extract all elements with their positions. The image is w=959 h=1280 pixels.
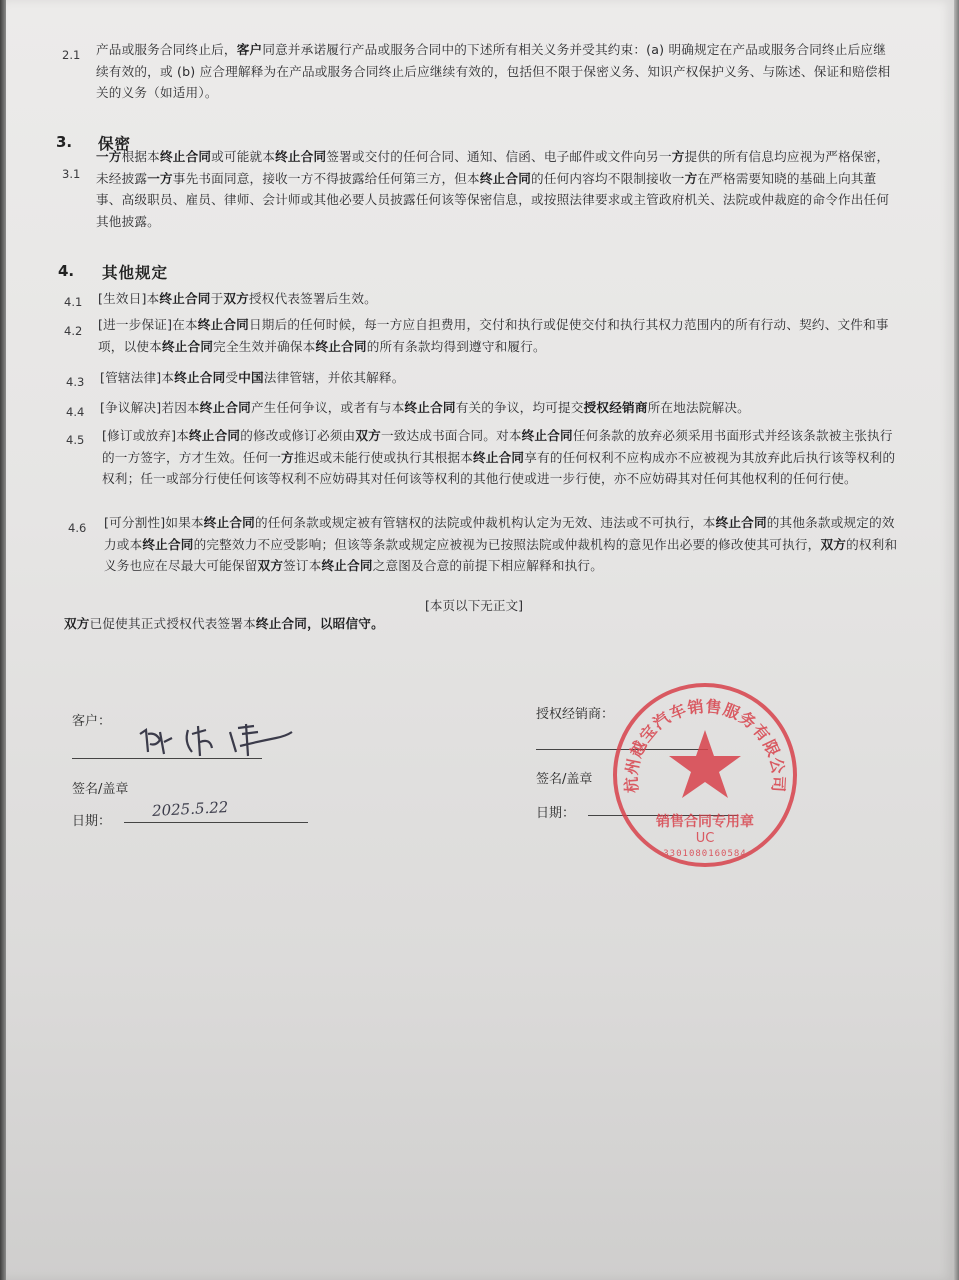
signature-text: 陈伟浩 bbox=[190, 762, 193, 763]
page-edge-right-shadow bbox=[954, 0, 959, 1280]
clause-number: 4.6 bbox=[68, 521, 87, 535]
company-seal-stamp bbox=[610, 680, 800, 870]
clause-3-1: 一方根据本终止合同或可能就本终止合同签署或交付的任何合同、通知、信函、电子邮件或文件向另一方提供的所有信息均应视为严格保密，未经披露一方事先书面同意，接收一方不得披露给任何第三方，但本终止合同的任何内容均不限制接收一方在严格需要知晓的基础上向其董事、高级职员、雇员、律师、会计师或其他必要人员披露任何该等保密信息，或按照法律要求或主管政府机关、法院或仲裁庭的命令作出任何其他披露。 bbox=[96, 149, 890, 229]
seal-sub-text: UC bbox=[695, 831, 715, 846]
clause-number: 3.1 bbox=[62, 167, 81, 181]
clause-4-5: [修订或放弃]本终止合同的修改或修订必须由双方一致达成书面合同。对本终止合同任何条款的放弃必须采用书面形式并经该条款被主张执行的一方签字，方才生效。任何一方推迟或未能行使或执行其根据本终止合同享有的任何权利不应构成亦不应被视为其放弃此后执行该等权利的权利；任一或部分行使任何该等权利不应妨碍其对任何该等权利的其他行使或进一步行使，亦不应妨碍其对任何其他权利的任何行使。 bbox=[102, 428, 896, 486]
clause-4-4: [争议解决]若因本终止合同产生任何争议，或者有与本终止合同有关的争议，均可提交授权经销商所在地法院解决。 bbox=[100, 400, 750, 415]
clause-number: 4.3 bbox=[66, 375, 85, 389]
customer-date-label: 日期： bbox=[72, 814, 112, 829]
clause-4-3: [管辖法律]本终止合同受中国法律管辖，并依其解释。 bbox=[100, 370, 405, 385]
customer-label: 客户： bbox=[72, 714, 112, 729]
dealer-date-label: 日期： bbox=[536, 806, 576, 821]
seal-code-text: 3301080160584 bbox=[663, 849, 747, 859]
clause-number: 4.5 bbox=[66, 433, 85, 447]
customer-handwritten-signature bbox=[126, 712, 306, 764]
seal-star-icon bbox=[669, 730, 741, 798]
seal-ring-text: 杭州越宝汽车销售服务有限公司 bbox=[621, 696, 789, 794]
section-title-other-provisions: 其他规定 bbox=[102, 264, 169, 282]
clause-2-1: 产品或服务合同终止后，客户同意并承诺履行产品或服务合同中的下述所有相关义务并受其约束：(a) 明确规定在产品或服务合同终止后应继续有效的，或 (b) 应合理解释为在产品或服务合同终止后应继续有效的，包括但不限于保密义务、知识产权保护义务、与陈述、保证和赔偿相关的义务（如适用）。 bbox=[96, 42, 891, 100]
clause-number: 2.1 bbox=[62, 48, 81, 62]
section-title-confidentiality: 保密 bbox=[98, 135, 132, 153]
clause-4-2: [进一步保证]在本终止合同日期后的任何时候，每一方应自担费用，交付和执行或促使交付和执行其权力范围内的所有行动、契约、文件和事项，以使本终止合同完全生效并确保本终止合同的所有条款均得到遵守和履行。 bbox=[98, 317, 889, 354]
clause-number: 4.1 bbox=[64, 295, 83, 309]
seal-center-text: 销售合同专用章 bbox=[656, 814, 754, 830]
section-number: 3. bbox=[56, 133, 73, 151]
clause-4-1: [生效日]本终止合同于双方授权代表签署后生效。 bbox=[98, 291, 377, 306]
customer-date-line bbox=[124, 822, 308, 823]
clause-number: 4.2 bbox=[64, 324, 83, 338]
dealer-label: 授权经销商： bbox=[536, 707, 615, 722]
document-page bbox=[6, 0, 954, 1280]
customer-date-value: 2025.5.22 bbox=[151, 798, 229, 820]
dealer-sign-seal-label: 签名/盖章 bbox=[536, 772, 593, 787]
no-further-text-note: [本页以下无正文] bbox=[425, 598, 523, 613]
clause-number: 4.4 bbox=[66, 405, 85, 419]
customer-sign-seal-label: 签名/盖章 bbox=[72, 782, 129, 797]
customer-signature-line bbox=[72, 758, 262, 759]
section-number: 4. bbox=[58, 262, 75, 280]
witness-statement: 双方已促使其正式授权代表签署本终止合同，以昭信守。 bbox=[64, 616, 384, 631]
clause-4-6: [可分割性]如果本终止合同的任何条款或规定被有管辖权的法院或仲裁机构认定为无效、违法或不可执行，本终止合同的其他条款或规定的效力或本终止合同的完整效力不应受影响；但该等条款或规定应被视为已按照法院或仲裁机构的意见作出必要的修改使其可执行，双方的权利和义务也应在尽最大可能保留双方签订本终止合同之意图及合意的前提下相应解释和执行。 bbox=[104, 515, 898, 573]
